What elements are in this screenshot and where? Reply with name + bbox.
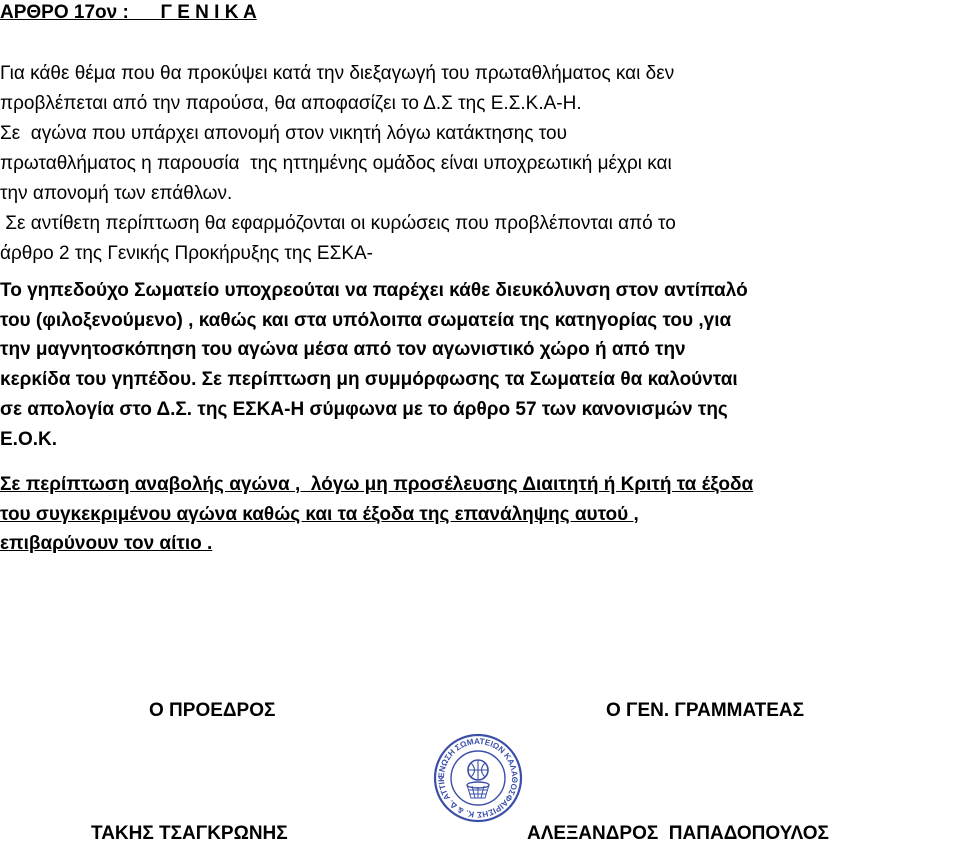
paragraph-general-provisions [0,59,958,269]
text-line: Σε αγώνα που υπάρχει απονομή στον νικητή λόγω κατάκτησης του [0,123,567,144]
text-line: προβλέπεται από την παρούσα, θα αποφασίζει το Δ.Σ της Ε.Σ.Κ.Α-Η. [0,93,582,114]
secretary-name: ΑΛΕΞΑΝΔΡΟΣ ΠΑΠΑΔΟΠΟΥΛΟΣ [527,823,829,844]
text-line: του συγκεκριμένου αγώνα καθώς και τα έξοδα της επανάληψης αυτού , [0,503,639,525]
text-line: Σε περίπτωση αναβολής αγώνα , λόγω μη προσέλευσης Διαιτητή ή Κριτή τα έξοδα [0,474,754,495]
text-line: του (φιλοξενούμενο) , καθώς και στα υπόλοιπα σωματεία της κατηγορίας του ,για [0,309,732,331]
article-heading: ΑΡΘΡΟ 17ον : Γ Ε Ν Ι Κ Α [0,2,257,23]
paragraph-video-recording [0,276,960,454]
text-line: Το γηπεδούχο Σωματείο υποχρεούται να παρέχει κάθε διευκόλυνση στον αντίπαλό [0,280,748,301]
president-title: Ο ΠΡΟΕΔΡΟΣ [149,700,276,721]
text-line: την μαγνητοσκόπηση του αγώνα μέσα από τον αγωνιστικό χώρο ή από την [0,339,686,361]
text-line: κερκίδα του γηπέδου. Σε περίπτωση μη συμμόρφωσης τα Σωματεία θα καλούνται [0,369,738,391]
paragraph-postponement-costs [0,470,960,559]
text-line: σε απολογία στο Δ.Σ. της ΕΣΚΑ-Η σύμφωνα με το άρθρο 57 των κανονισμών της [0,398,728,420]
president-name: ΤΑΚΗΣ ΤΣΑΓΚΡΩΝΗΣ [91,823,288,844]
text-line: Σε αντίθετη περίπτωση θα εφαρμόζονται οι κυρώσεις που προβλέπονται από το [0,213,676,234]
hoop-net-icon [467,782,489,798]
text-line: την απονομή των επάθλων. [0,183,233,204]
seal-ring-text: ΕΝΩΣΗ ΣΩΜΑΤΕΙΩΝ ΚΑΛΑΘΟΣΦΑΙΡΙΣΗΣ Κ. & Δ. ΑΤΤΙΚ [436,736,520,820]
text-line: πρωταθλήματος η παρουσία της ηττημένης ομάδος είναι υποχρεωτική μέχρι και [0,153,672,174]
text-line: Ε.Ο.Κ. [0,428,58,450]
text-line: επιβαρύνουν τον αίτιο . [0,533,213,554]
secretary-title: Ο ΓΕΝ. ΓΡΑΜΜΑΤΕΑΣ [606,700,805,721]
text-line: Για κάθε θέμα που θα προκύψει κατά την διεξαγωγή του πρωταθλήματος και δεν [0,63,675,84]
basketball-icon [468,760,488,780]
text-line: άρθρο 2 της Γενικής Προκήρυξης της ΕΣΚΑ- [0,243,373,264]
basketball-union-seal-icon [432,732,524,824]
